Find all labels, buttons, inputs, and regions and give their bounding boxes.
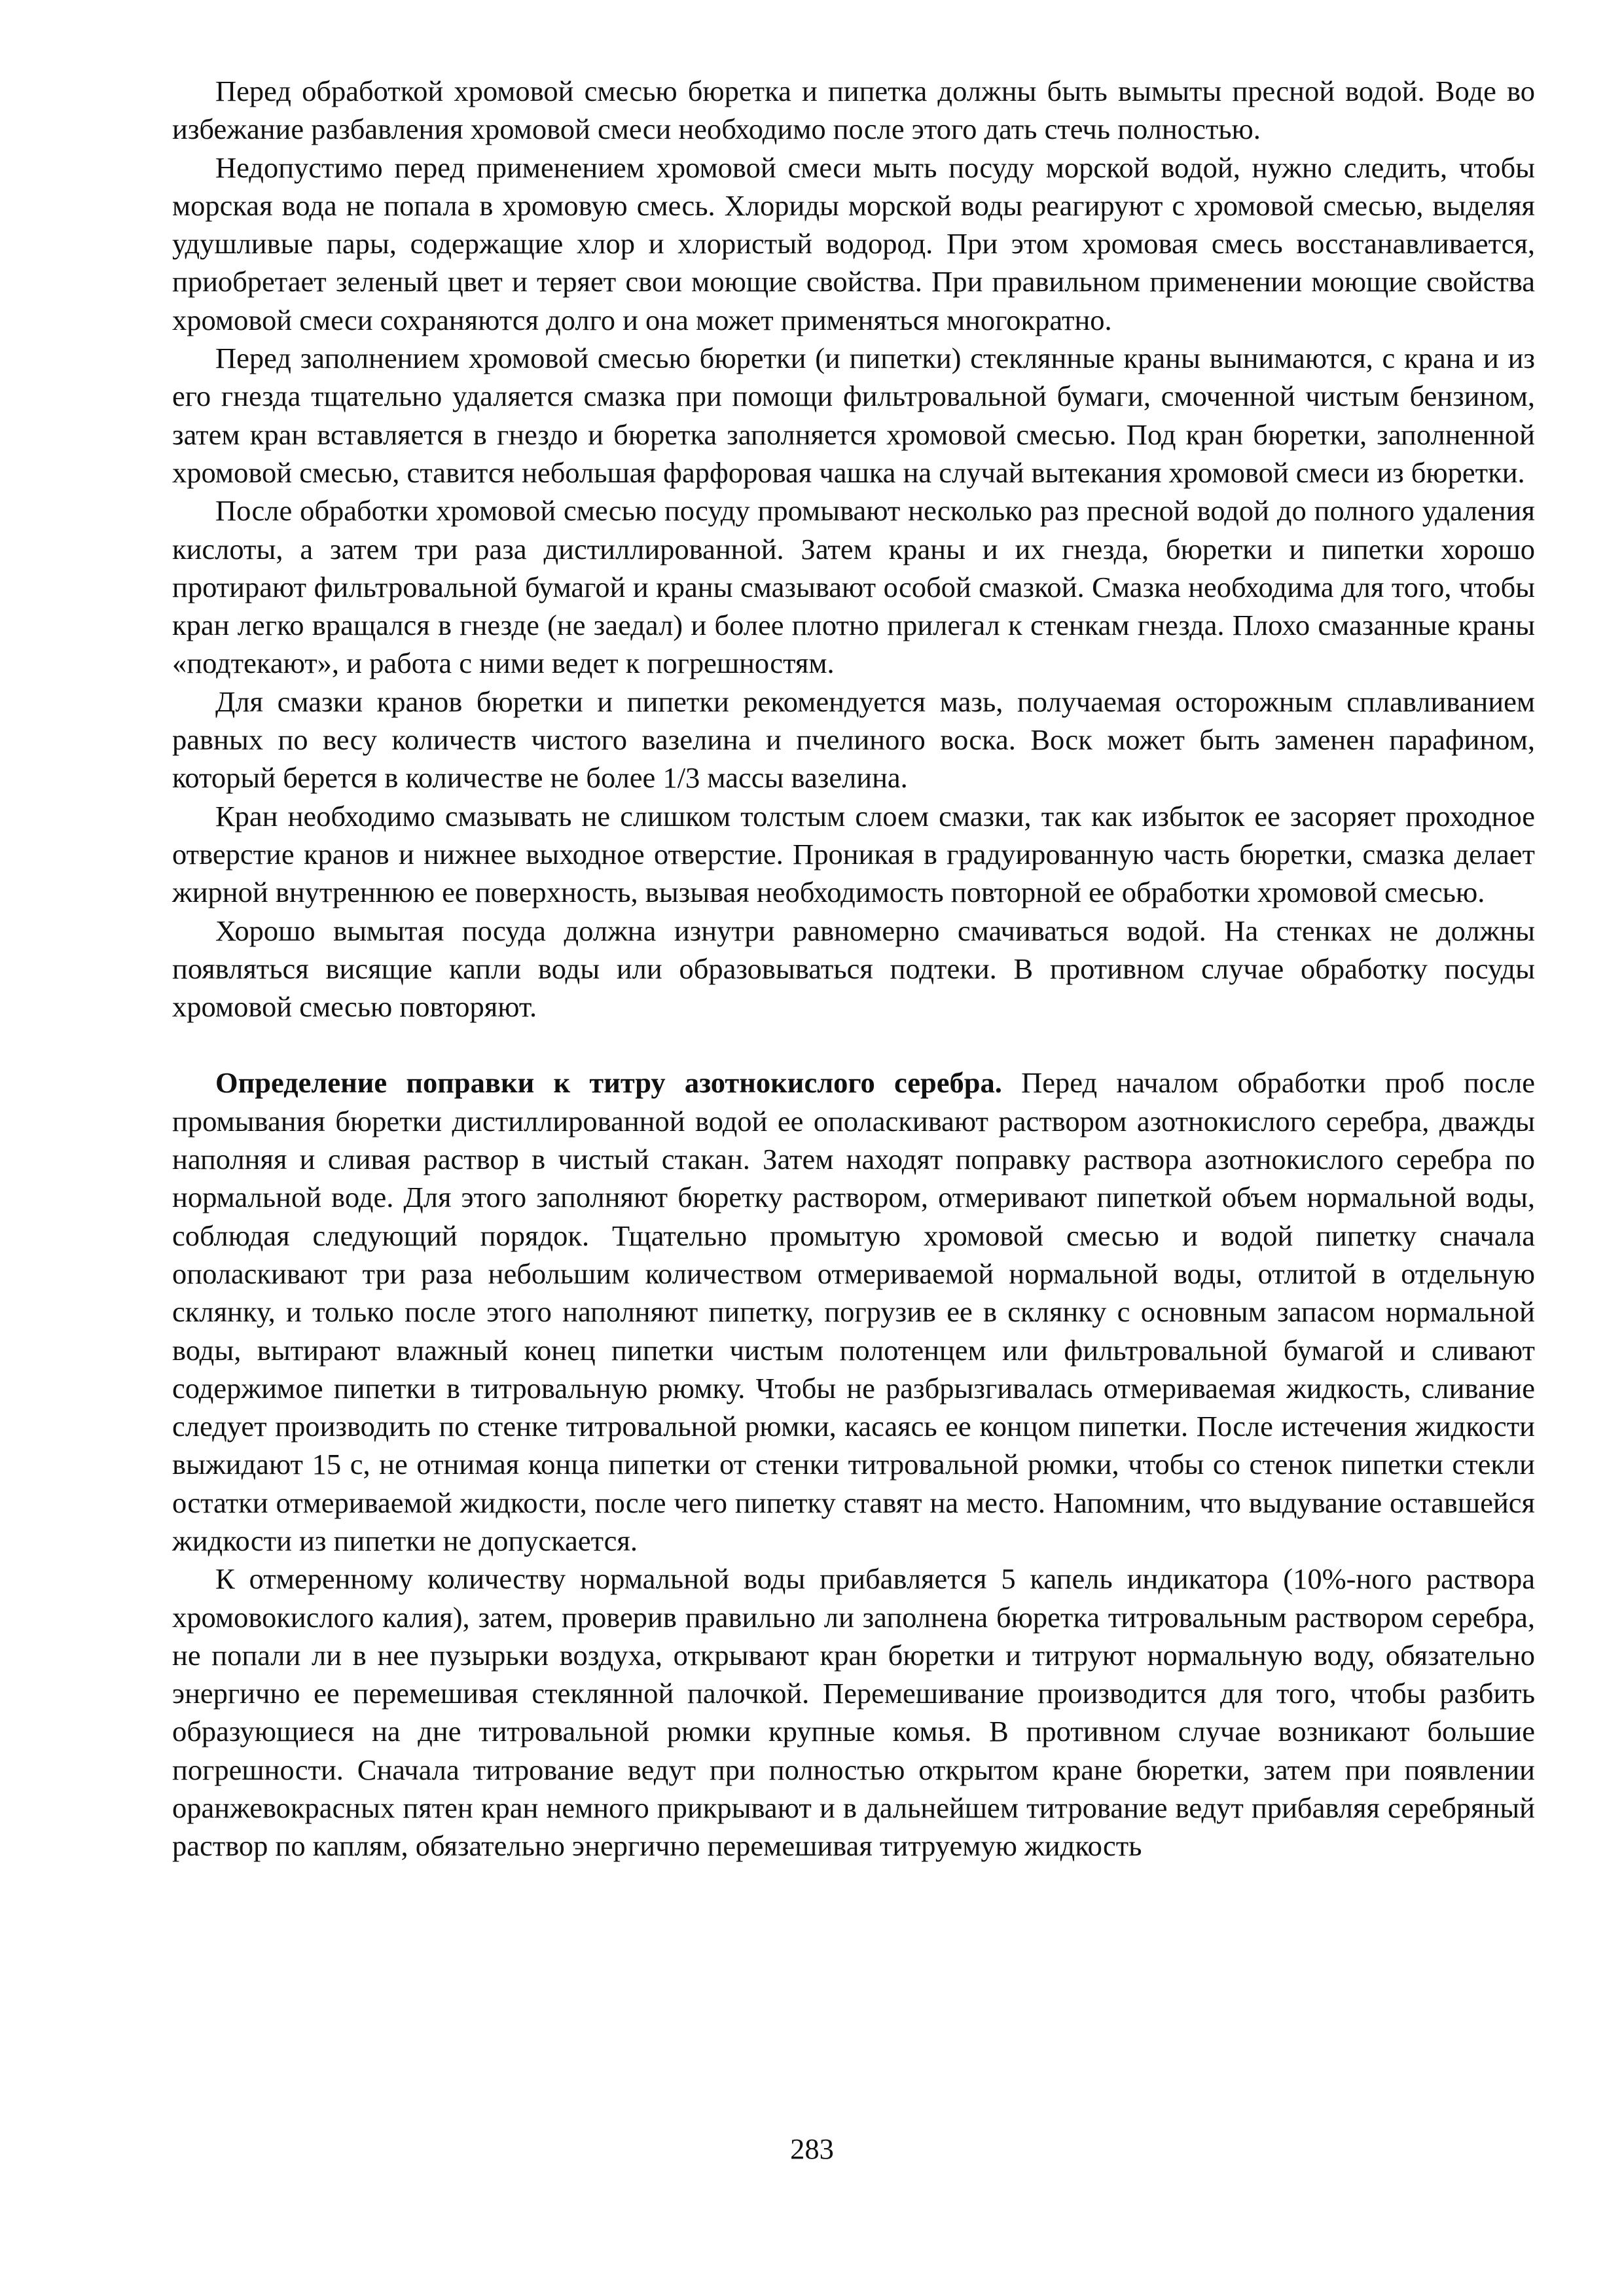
paragraph: Недопустимо перед применением хромовой смеси мыть посуду морской водой, нужно следить, чтобы морская вода не попала в хромовую смесь. Хлориды морской воды реагируют с хромовой смесью, выделяя удушливые пары, содержащие хлор и хлористый водород. При этом хромовая смесь восстанавливается, приобретает зеленый цвет и теряет свои моющие свойства. При правильном применении моющие свойства хромовой смеси сохраняются долго и она может применяться многократно. [172,151,1535,336]
page-number: 283 [790,2132,834,2165]
document-page [172,72,1535,1865]
section-text: Перед началом обработки проб после промывания бюретки дистиллированной водой ее ополаскивают раствором азотнокислого серебра, дважды наполняя и сливая раствор в чистый стакан. Затем находят поправку раствора азотнокислого серебра по нормальной воде. Для этого заполняют бюретку раствором, отмеривают пипеткой объем нормальной воды, соблюдая следующий порядок. Тщательно промытую хромовой смесью и водой пипетку сначала ополаскивают три раза небольшим количеством отмериваемой нормальной воды, отлитой в отдельную склянку, и только после этого наполняют пипетку, погрузив ее в склянку с основным запасом нормальной воды, вытирают влажный конец пипетки чистым полотенцем или фильтровальной бумагой и сливают содержимое пипетки в титровальную рюмку. Чтобы не разбрызгивалась отмериваемая жидкость, сливание следует производить по стенке титровальной рюмки, касаясь ее концом пипетки. После истечения жидкости выжидают 15 с, не отнимая конца пипетки от стенки титровальной рюмки, чтобы со стенок пипетки стекли остатки отмериваемой жидкости, после чего пипетку ставят на место. Напомним, что выдувание оставшейся жидкости из пипетки не допускается. [172,1066,1535,1557]
paragraph: Для смазки кранов бюретки и пипетки рекомендуется мазь, получаемая осторожным сплавливанием равных по весу количеств чистого вазелина и пчелиного воска. Воск может быть заменен парафином, который берется в количестве не более 1/3 массы вазелина. [172,685,1535,795]
paragraph: Перед заполнением хромовой смесью бюретки (и пипетки) стеклянные краны вынимаются, с крана и из его гнезда тщательно удаляется смазка при помощи фильтровальной бумаги, смоченной чистым бензином, затем кран вставляется в гнездо и бюретка заполняется хромовой смесью. Под кран бюретки, заполненной хромовой смесью, ставится небольшая фарфоровая чашка на случай вытекания хромовой смеси из бюретки. [172,342,1535,489]
paragraph: К отмеренному количеству нормальной воды прибавляется 5 капель индикатора (10%-ного раствора хромовокислого калия), затем, проверив правильно ли заполнена бюретка титровальным раствором серебра, не попали ли в нее пузырьки воздуха, открывают кран бюретки и титруют нормальную воду, обязательно энергично ее перемешивая стеклянной палочкой. Перемешивание производится для того, чтобы разбить образующиеся на дне титровальной рюмки крупные комья. В противном случае возникают большие погрешности. Сначала титрование ведут при полностью открытом кране бюретки, затем при появлении оранжевокрасных пятен кран немного прикрывают и в дальнейшем титрование ведут прибавляя серебряный раствор по каплям, обязательно энергично перемешивая титруемую жидкость [172,1562,1535,1863]
paragraph: После обработки хромовой смесью посуду промывают несколько раз пресной водой до полного удаления кислоты, а затем три раза дистиллированной. Затем краны и их гнезда, бюретки и пипетки хорошо протирают фильтровальной бумагой и краны смазывают особой смазкой. Смазка необходима для того, чтобы кран легко вращался в гнезде (не заедал) и более плотно прилегал к стенкам гнезда. Плохо смазанные краны «подтекают», и работа с ними ведет к погрешностям. [172,494,1535,680]
paragraph: Хорошо вымытая посуда должна изнутри равномерно смачиваться водой. На стенках не должны появляться висящие капли воды или образовываться подтеки. В противном случае обработку посуды хромовой смесью повторяют. [172,914,1535,1024]
paragraph: Перед обработкой хромовой смесью бюретка и пипетка должны быть вымыты пресной водой. Воде во избежание разбавления хромовой смеси необходимо после этого дать стечь полностью. [172,75,1535,146]
section-paragraph [172,1064,1535,1560]
paragraph: Кран необходимо смазывать не слишком толстым слоем смазки, так как избыток ее засоряет проходное отверстие кранов и нижнее выходное отверстие. Проникая в градуированную часть бюретки, смазка делает жирной внутреннюю ее поверхность, вызывая необходимость повторной ее обработки хромовой смесью. [172,799,1535,909]
section-heading: Определение поправки к титру азотнокислого серебра. [215,1066,1002,1100]
